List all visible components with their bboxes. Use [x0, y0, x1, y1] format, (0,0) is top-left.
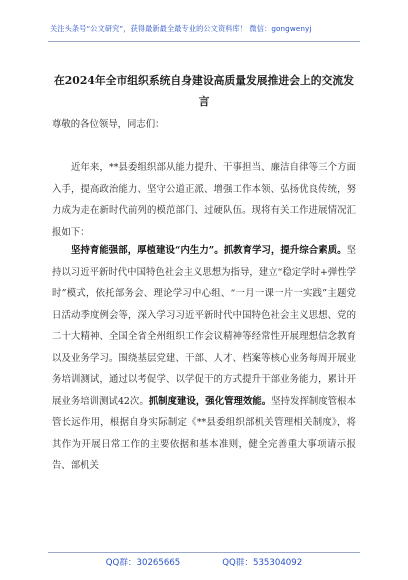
footer: [0, 556, 408, 568]
header-divider: [48, 41, 360, 42]
salutation: 尊敬的各位领导，同志们：: [52, 119, 165, 130]
header-banner: 关注头条号“公文研究”，获得最新最全最专业的公文资料库！ 微信：gongwenyj: [50, 24, 312, 33]
footer-qq-group-1: QQ群：30265665: [105, 558, 181, 568]
subsection-heading: 抓制度建设，强化管理效能。: [148, 395, 272, 407]
paragraph-section-1: [52, 240, 356, 477]
footer-divider: [48, 552, 360, 553]
paragraph-text: 坚持以习近平新时代中国特色社会主义思想为指导，建立“稳定学时+弹性学时”模式，依托部务会、理论学习中心组、“一月一课一片一实践”主题党日活动季度例会等，深入学习习近平新时代中国特色社会主义思想、党的二十大精神、全国全省全州组织工作会议精神等经常性开展理想信念教育以及业务学习。围绕基层党建、干部、人才、档案等核心业务每周开展业务培训测试，通过以考促学、以学促干的方式提升干部业务能力，累计开展业务培训测试42次。: [52, 245, 356, 407]
paragraph-intro: 近年来，**县委组织部从能力提升、干事担当、廉洁自律等三个方面入手，提高政治能力、坚守公道正派、增强工作本领、弘扬优良传统，努力成为走在新时代前列的模范部门、过硬队伍。现将有关工作进展情况汇报如下：: [52, 162, 356, 238]
footer-qq-group-2: QQ群：535304092: [222, 558, 303, 568]
section-heading: 坚持育能强部，厚植建设“内生力”。抓教育学习，提升综合素质。: [71, 245, 347, 256]
paragraph-text: 坚持发挥制度管根本管长远作用，根据自身实际制定《**县委组织部机关管理相关制度》，将其作为开展日常工作的主要依据和基本准则，健全完善重大事项请示报告、部机关: [52, 395, 356, 471]
document-title: 在2024年全市组织系统自身建设高质量发展推进会上的交流发言: [54, 74, 354, 108]
